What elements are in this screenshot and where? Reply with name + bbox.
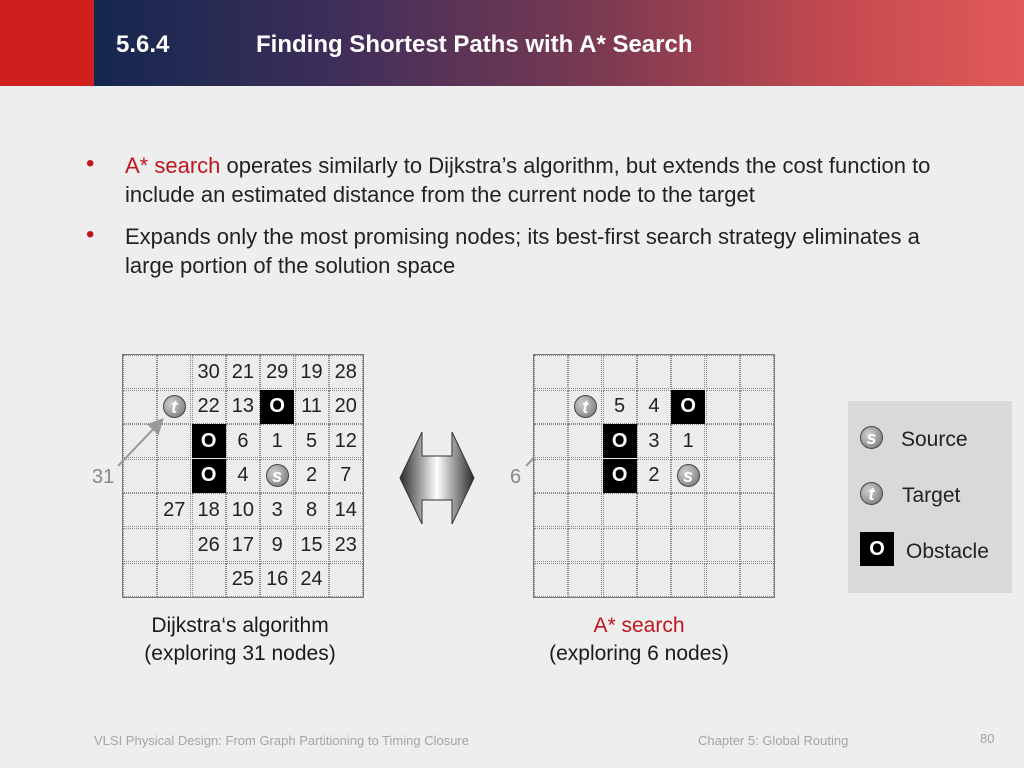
dijkstra-obstacle-cell: O — [192, 459, 226, 493]
bullet-dot-icon: • — [86, 221, 95, 248]
dijkstra-cell: 27 — [157, 493, 191, 527]
astar-cell — [706, 355, 740, 389]
astar-cell — [534, 493, 568, 527]
legend-target-label: Target — [902, 484, 961, 507]
astar-cell: 1 — [671, 424, 705, 458]
dijkstra-cell: 21 — [226, 355, 260, 389]
astar-cell — [568, 459, 602, 493]
dijkstra-cell: 29 — [260, 355, 294, 389]
astar-obstacle-cell: O — [603, 424, 637, 458]
astar-cell — [671, 459, 705, 493]
dijkstra-caption — [110, 612, 370, 668]
astar-cell — [568, 528, 602, 562]
astar-cell — [671, 355, 705, 389]
target-icon: t — [574, 395, 597, 418]
astar-cell — [671, 528, 705, 562]
bullet-dot-icon: • — [86, 150, 95, 177]
slide-title: Finding Shortest Paths with A* Search — [256, 31, 693, 58]
astar-cell — [534, 424, 568, 458]
astar-cell — [534, 355, 568, 389]
source-icon: s — [860, 426, 883, 449]
dijkstra-cell: 12 — [329, 424, 363, 458]
astar-caption-subtitle: (exploring 6 nodes) — [549, 642, 729, 665]
dijkstra-cell: 18 — [192, 493, 226, 527]
page-number: 80 — [980, 731, 995, 746]
astar-cell — [568, 493, 602, 527]
astar-cell — [568, 424, 602, 458]
dijkstra-arrow — [118, 421, 161, 466]
astar-cell — [706, 493, 740, 527]
astar-path-length: 6 — [510, 466, 522, 488]
astar-cell — [603, 355, 637, 389]
astar-cell — [706, 424, 740, 458]
astar-obstacle-cell: O — [671, 390, 705, 424]
astar-cell — [706, 390, 740, 424]
astar-cell — [568, 563, 602, 597]
astar-cell — [706, 459, 740, 493]
astar-cell — [706, 563, 740, 597]
astar-obstacle-cell: O — [603, 459, 637, 493]
dijkstra-path-length: 31 — [92, 466, 115, 488]
astar-cell — [740, 528, 774, 562]
astar-cell — [637, 355, 671, 389]
dijkstra-cell: 14 — [329, 493, 363, 527]
dijkstra-cell: 8 — [295, 493, 329, 527]
astar-cell — [603, 563, 637, 597]
dijkstra-obstacle-cell: O — [260, 390, 294, 424]
astar-cell: 5 — [603, 390, 637, 424]
dijkstra-cell: 11 — [295, 390, 329, 424]
astar-cell — [637, 563, 671, 597]
bullet-highlight: A* search — [125, 153, 221, 178]
astar-cell — [740, 493, 774, 527]
astar-cell — [603, 493, 637, 527]
astar-cell — [740, 355, 774, 389]
astar-cell — [740, 390, 774, 424]
dijkstra-cell: 22 — [192, 390, 226, 424]
astar-cell: 4 — [637, 390, 671, 424]
dijkstra-cell: 17 — [226, 528, 260, 562]
astar-cell — [568, 390, 602, 424]
dijkstra-cell: 10 — [226, 493, 260, 527]
astar-cell — [534, 528, 568, 562]
dijkstra-cell: 28 — [329, 355, 363, 389]
double-arrow-icon — [400, 432, 474, 524]
footer-chapter: Chapter 5: Global Routing — [698, 733, 849, 748]
astar-cell: 3 — [637, 424, 671, 458]
astar-cell — [671, 563, 705, 597]
astar-caption-title: A* search — [593, 614, 685, 637]
astar-cell — [706, 528, 740, 562]
legend — [848, 401, 1012, 593]
obstacle-icon: O — [860, 532, 894, 566]
dijkstra-cell: 26 — [192, 528, 226, 562]
bullet-text: operates similarly to Dijkstra’s algorithm, but extends the cost function to include an estimated distance from the current node to the target — [125, 153, 931, 207]
dijkstra-cell: 25 — [226, 563, 260, 597]
source-icon: s — [266, 464, 289, 487]
astar-cell — [671, 493, 705, 527]
astar-grid — [533, 354, 775, 598]
astar-cell — [740, 459, 774, 493]
dijkstra-cell: 5 — [295, 424, 329, 458]
astar-cell — [534, 563, 568, 597]
astar-cell — [740, 563, 774, 597]
dijkstra-cell: 1 — [260, 424, 294, 458]
footer-book-title: VLSI Physical Design: From Graph Partitioning to Timing Closure — [94, 733, 469, 748]
astar-cell — [534, 459, 568, 493]
target-icon: t — [163, 395, 186, 418]
astar-cell — [568, 355, 602, 389]
astar-cell — [534, 390, 568, 424]
astar-cell — [637, 493, 671, 527]
source-icon: s — [677, 464, 700, 487]
dijkstra-cell: 23 — [329, 528, 363, 562]
dijkstra-cell: 20 — [329, 390, 363, 424]
dijkstra-cell: 2 — [295, 459, 329, 493]
dijkstra-cell: 15 — [295, 528, 329, 562]
astar-caption — [509, 612, 769, 668]
dijkstra-caption-subtitle: (exploring 31 nodes) — [144, 642, 336, 665]
astar-cell — [603, 528, 637, 562]
astar-cell — [637, 528, 671, 562]
dijkstra-cell: 30 — [192, 355, 226, 389]
dijkstra-obstacle-cell: O — [192, 424, 226, 458]
target-icon: t — [860, 482, 883, 505]
dijkstra-cell: 9 — [260, 528, 294, 562]
dijkstra-cell: 13 — [226, 390, 260, 424]
dijkstra-cell: 19 — [295, 355, 329, 389]
dijkstra-cell: 24 — [295, 563, 329, 597]
section-number: 5.6.4 — [116, 31, 170, 58]
astar-cell: 2 — [637, 459, 671, 493]
dijkstra-cell: 16 — [260, 563, 294, 597]
dijkstra-cell: 3 — [260, 493, 294, 527]
astar-cell — [740, 424, 774, 458]
dijkstra-cell: 7 — [329, 459, 363, 493]
bullet-text: Expands only the most promising nodes; its best-first search strategy eliminates a large portion of the solution space — [125, 224, 920, 278]
dijkstra-cell: 6 — [226, 424, 260, 458]
dijkstra-caption-title: Dijkstra‘s algorithm — [151, 614, 329, 637]
legend-obstacle-label: Obstacle — [906, 540, 989, 563]
dijkstra-cell: 4 — [226, 459, 260, 493]
legend-source-label: Source — [901, 428, 968, 451]
